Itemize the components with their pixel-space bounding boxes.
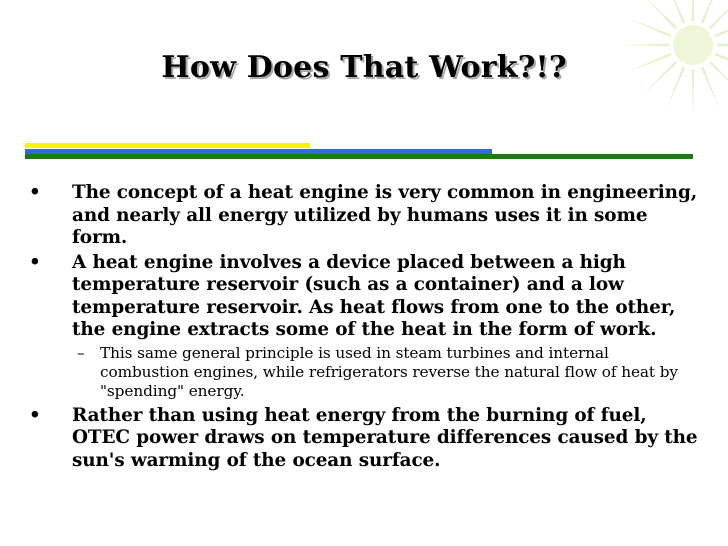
bullet-marker: • xyxy=(29,182,41,203)
bullet-text: A heat engine involves a device placed between a high temperature reservoir (such as a container) and a low temperature reservoir. As heat flows from one to the other, the engine extracts some of the heat in the form of work. xyxy=(72,251,676,340)
bullet-text: Rather than using heat energy from the burning of fuel, OTEC power draws on temperature differences caused by the sun's warming of the ocean surface. xyxy=(72,404,698,471)
sun-ray xyxy=(692,0,695,21)
sun-ray xyxy=(644,0,678,29)
bullet-text: The concept of a heat engine is very common in engineering, and nearly all energy utilized by humans uses it in some form. xyxy=(72,182,698,248)
bullet-item-3 xyxy=(28,405,700,473)
slide-title: How Does That Work?!? xyxy=(161,50,567,85)
sub-bullet-item xyxy=(28,344,700,401)
sun-ray xyxy=(709,0,728,29)
sub-bullet-text: This same general principle is used in steam turbines and internal combustion engines, while refrigerators reverse the natural flow of heat by "spending" energy. xyxy=(100,343,678,400)
sub-bullet-marker: – xyxy=(77,343,85,362)
bullet-marker: • xyxy=(29,404,41,426)
green-stripe xyxy=(25,154,693,159)
bullet-item-2 xyxy=(28,252,700,342)
sun-ray xyxy=(717,44,728,47)
bullet-item-1 xyxy=(28,182,700,250)
yellow-stripe xyxy=(25,143,310,148)
sun-ray xyxy=(628,18,671,37)
title-divider-stripes xyxy=(25,141,693,161)
bullet-list xyxy=(28,182,700,474)
sun-ray xyxy=(623,44,669,47)
bullet-marker: • xyxy=(29,251,41,273)
